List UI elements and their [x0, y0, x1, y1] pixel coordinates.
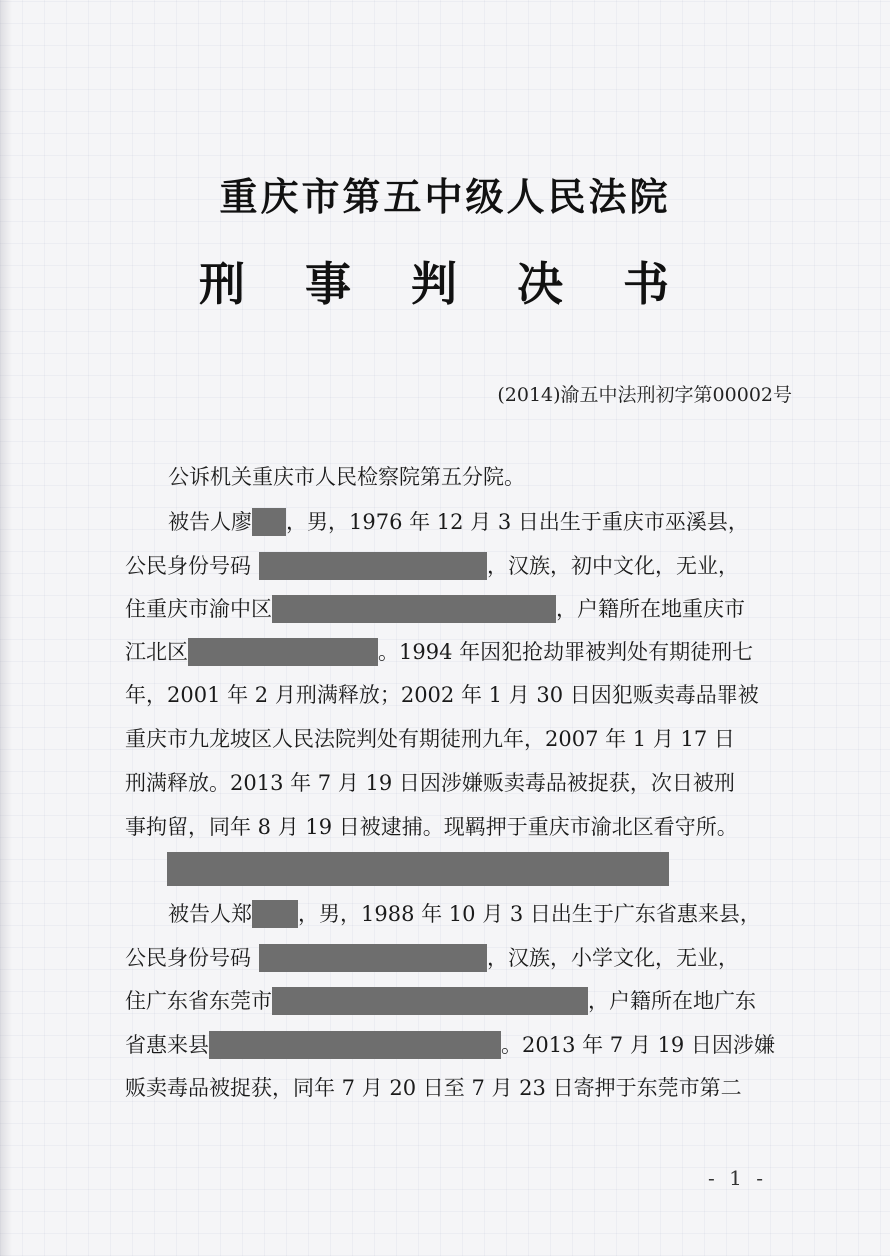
defendant1-line-6: 重庆市九龙坡区人民法院判处有期徒刑九年，2007 年 1 月 17 日	[125, 727, 735, 751]
document-type-title: 刑 事 判 决 书	[198, 257, 692, 311]
defendant1-household-label: ，户籍所在地重庆市	[556, 597, 745, 621]
defendant2-county: 省惠来县	[125, 1033, 209, 1057]
defendant1-district: 江北区	[125, 640, 188, 664]
redaction-block	[272, 595, 556, 623]
defendant1-name-prefix: 被告人廖	[168, 510, 252, 534]
defendant1-line-4	[125, 637, 753, 667]
defendant1-ethnicity-education: ，汉族，初中文化，无业，	[487, 554, 739, 578]
defendant2-ethnicity-education: ，汉族，小学文化，无业，	[487, 946, 739, 970]
id-number-label: 公民身份号码	[125, 554, 251, 578]
defendant2-line-5: 贩卖毒品被捉获，同年 7 月 20 日至 7 月 23 日寄押于东莞市第二	[125, 1076, 742, 1100]
defendant2-line-2	[125, 943, 739, 973]
id-number-label: 公民身份号码	[125, 946, 251, 970]
defendant1-line-7: 刑满释放。2013 年 7 月 19 日因涉嫌贩卖毒品被捉获，次日被刑	[125, 771, 735, 795]
case-number: (2014)渝五中法刑初字第00002号	[497, 384, 792, 406]
defendant2-residence-label: 住广东省东莞市	[125, 989, 272, 1013]
defendant1-line-2	[125, 551, 739, 581]
redaction-block	[188, 638, 378, 666]
defendant2-name-prefix: 被告人郑	[168, 902, 252, 926]
redaction-block	[272, 987, 588, 1015]
defendant1-line-5: 年，2001 年 2 月刑满释放；2002 年 1 月 30 日因犯贩卖毒品罪被	[125, 683, 759, 707]
prosecutor-line: 公诉机关重庆市人民检察院第五分院。	[168, 465, 525, 489]
redaction-block	[252, 900, 298, 928]
court-title: 重庆市第五中级人民法院	[219, 174, 671, 219]
defendant1-record-1994: 。1994 年因犯抢劫罪被判处有期徒刑七	[378, 640, 754, 664]
redaction-block	[259, 944, 487, 972]
defendant2-line-3	[125, 986, 756, 1016]
defendant2-line-4	[125, 1030, 775, 1060]
defendant1-birth-info: ，男，1976 年 12 月 3 日出生于重庆市巫溪县，	[286, 510, 749, 534]
defendant1-residence-label: 住重庆市渝中区	[125, 597, 272, 621]
redaction-block	[259, 552, 487, 580]
defendant2-record-2013: 。2013 年 7 月 19 日因涉嫌	[501, 1033, 775, 1057]
page-number: - 1 -	[708, 1166, 767, 1190]
defendant1-line-1	[168, 507, 749, 537]
defendant1-line-8: 事拘留，同年 8 月 19 日被逮捕。现羁押于重庆市渝北区看守所。	[125, 815, 738, 839]
defendant1-line-3	[125, 594, 745, 624]
defendant2-household-label: ，户籍所在地广东	[588, 989, 756, 1013]
redaction-block	[252, 508, 286, 536]
defendant2-birth-info: ，男，1988 年 10 月 3 日出生于广东省惠来县，	[298, 902, 761, 926]
redaction-block	[209, 1031, 501, 1059]
defendant2-line-1	[168, 899, 761, 929]
redacted-line	[167, 852, 669, 886]
